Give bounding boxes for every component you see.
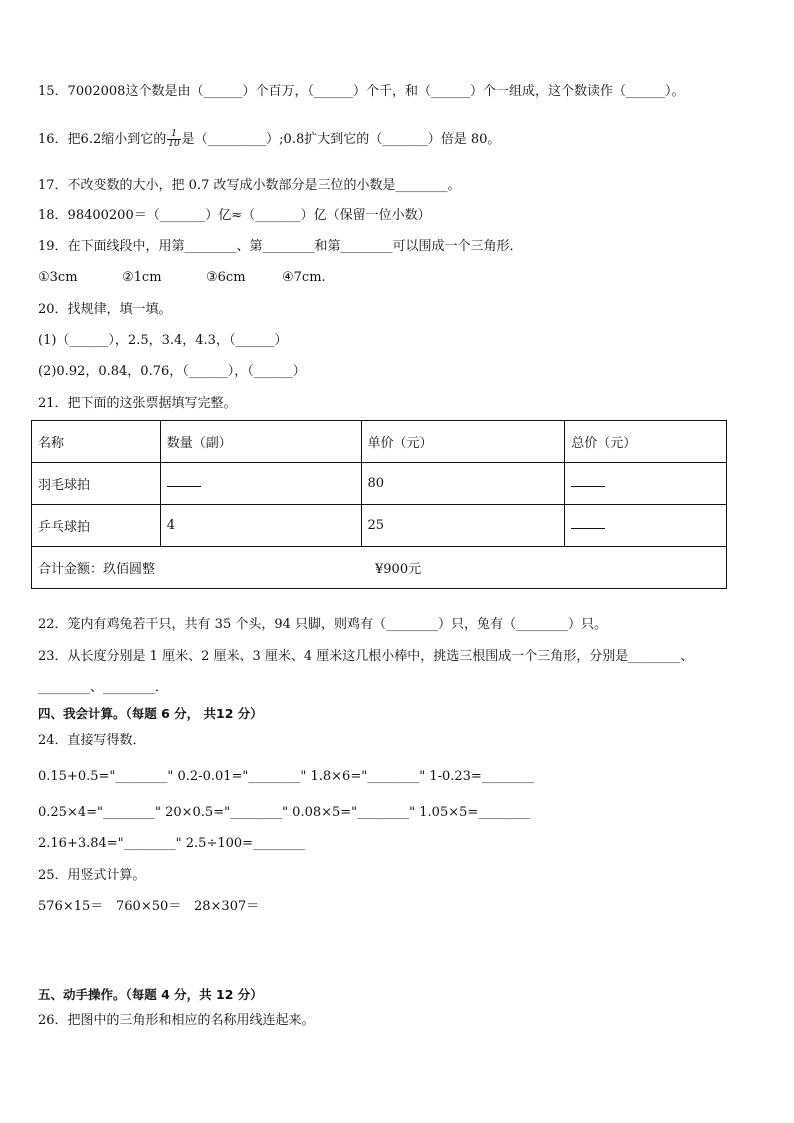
option-1: ①3cm <box>38 270 78 285</box>
fraction-numerator: 1 <box>167 130 180 140</box>
question-25-items <box>38 898 259 916</box>
question-23-line-2: ________、________． <box>38 680 169 695</box>
section-5-heading: 五、动手操作。（每题 4 分，共 12 分） <box>38 987 263 1002</box>
calc-item-3: 28×307＝ <box>194 899 260 914</box>
cell-name: 乒乓球拍 <box>32 505 161 547</box>
cell-quantity-blank[interactable] <box>160 463 361 505</box>
option-4: ④7cm. <box>282 270 326 285</box>
answer-blank[interactable] <box>571 518 605 529</box>
answer-blank[interactable] <box>167 476 201 487</box>
question-24-line-3: 2.16+3.84="________" 2.5÷100=________ <box>38 836 306 851</box>
header-name: 名称 <box>32 421 161 463</box>
table-row <box>32 505 727 547</box>
header-quantity: 数量（副） <box>160 421 361 463</box>
cell-quantity: 4 <box>160 505 361 547</box>
table-total-row <box>32 547 727 589</box>
question-18: 18．98400200＝（_______）亿≈（_______）亿（保留一位小数） <box>38 208 431 223</box>
calc-item-1: 576×15＝ <box>38 899 104 914</box>
question-16-after: 是（_________）;0.8扩大到它的（_______）倍是 80。 <box>181 132 501 147</box>
question-24-line-2: 0.25×4="________" 20×0.5="________" 0.08×5="________" 1.05×5=________ <box>38 805 531 820</box>
option-2: ②1cm <box>122 270 162 285</box>
header-total-price: 总价（元） <box>565 421 727 463</box>
fraction-denominator: 10 <box>168 139 180 149</box>
question-19: 19．在下面线段中，用第________、第________和第________可以围成一个三角形． <box>38 239 523 254</box>
ticket-table <box>31 420 727 589</box>
option-3: ③6cm <box>206 270 246 285</box>
question-20-part-2: (2)0.92，0.84，0.76，（______），（______） <box>38 364 306 379</box>
cell-total-blank[interactable] <box>565 463 727 505</box>
question-15: 15．7002008这个数是由（______）个百万，（______）个千，和（______）个一组成，这个数读作（______）。 <box>38 84 685 99</box>
header-unit-price: 单价（元） <box>361 421 565 463</box>
cell-unit-price: 80 <box>361 463 565 505</box>
cell-name: 羽毛球拍 <box>32 463 161 505</box>
question-17: 17．不改变数的大小，把 0.7 改写成小数部分是三位的小数是________。 <box>38 178 461 193</box>
cell-total-blank[interactable] <box>565 505 727 547</box>
total-value: ¥900元 <box>375 562 422 577</box>
calc-item-2: 760×50＝ <box>116 899 182 914</box>
section-4-heading: 四、我会计算。（每题 6 分， 共12 分） <box>38 706 263 721</box>
table-row <box>32 463 727 505</box>
question-23-line-1: 23．从长度分别是 1 厘米、2 厘米、3 厘米、4 厘米这几根小棒中，挑选三根围成一个三角形，分别是________、 <box>38 649 694 664</box>
question-20: 20．找规律，填一填。 <box>38 302 172 317</box>
question-20-part-1: (1)（______），2.5，3.4，4.3，（______） <box>38 333 288 348</box>
fraction <box>167 130 180 149</box>
question-25: 25．用竖式计算。 <box>38 868 146 883</box>
total-label: 合计金额：玖佰圆整 <box>38 562 156 577</box>
question-22: 22．笼内有鸡兔若干只，共有 35 个头，94 只脚，则鸡有（________）只，兔有（________）只。 <box>38 617 608 632</box>
question-16 <box>38 130 500 149</box>
question-24: 24．直接写得数． <box>38 733 146 748</box>
answer-blank[interactable] <box>571 476 605 487</box>
table-header-row <box>32 421 727 463</box>
question-19-options <box>38 269 326 287</box>
cell-unit-price: 25 <box>361 505 565 547</box>
question-26: 26．把图中的三角形和相应的名称用线连起来。 <box>38 1013 315 1028</box>
question-21: 21．把下面的这张票据填写完整。 <box>38 396 237 411</box>
question-16-before: 16．把6.2缩小到它的 <box>38 132 167 147</box>
question-24-line-1: 0.15+0.5="________" 0.2-0.01="________" 1.8×6="________" 1-0.23=________ <box>38 769 534 784</box>
cell-total <box>32 547 727 589</box>
